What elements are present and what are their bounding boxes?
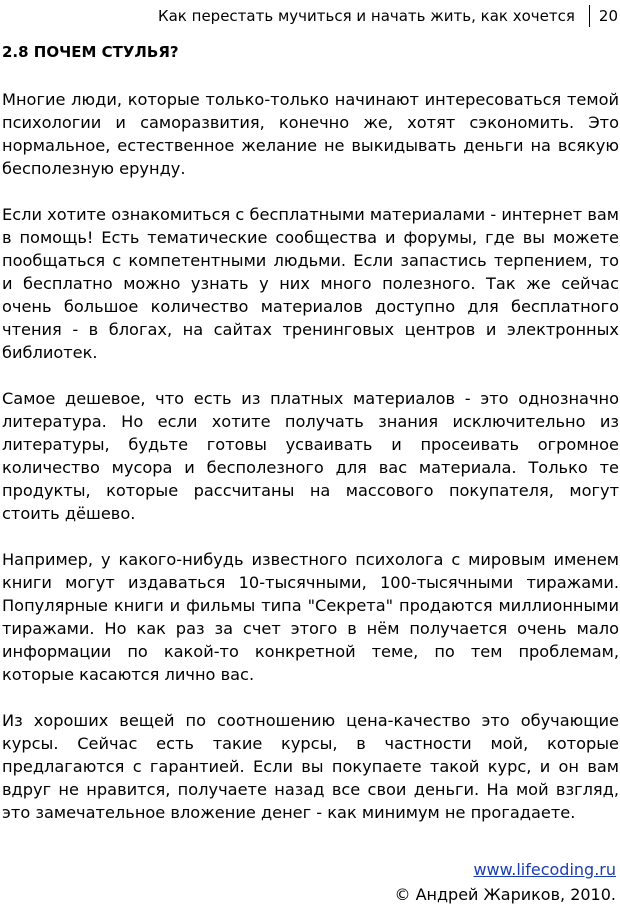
running-header [158, 4, 618, 28]
book-title: Как перестать мучиться и начать жить, как хочется [157, 7, 575, 25]
paragraph: Из хороших вещей по соотношению цена-качество это обучающие курсы. Сейчас есть такие курсы, в частности мой, которые предлагаются с гарантией. Если вы покупаете такой курс, и он вам вдруг не нравится, получаете назад все свои деньги. На мой взгляд, это замечательное вложение денег - как минимум не прогадаете. [2, 711, 619, 822]
footer [395, 857, 617, 907]
paragraph: Например, у какого-нибудь известного психолога с мировым именем книги могут издаваться 10-тысячными, 100-тысячными тиражами. Популярные книги и фильмы типа "Секрета" продаются миллионными тиражами. Но как раз за счет этого в нём получается очень мало информации по какой-то конкретной теме, по тем проблемам, которые касаются лично вас. [2, 550, 619, 684]
paragraph: Самое дешевое, что есть из платных материалов - это однозначно литература. Но если хотите получать знания исключительно из литературы, будьте готовы усваивать и просеивать огромное количество мусора и бесполезного для вас материала. Только те продукты, которые рассчитаны на массового покупателя, могут стоить дёшево. [2, 389, 619, 523]
paragraph: Если хотите ознакомиться с бесплатными материалами - интернет вам в помощь! Есть тематические сообщества и форумы, где вы можете пообщаться с компетентными людьми. Если запастись терпением, то и бесплатно можно узнать у них много полезного. Так же сейчас очень большое количество материалов доступно для бесплатного чтения - в блогах, на сайтах тренинговых центров и электронных библиотек. [2, 205, 619, 362]
copyright: © Андрей Жариков, 2010. [394, 885, 616, 904]
website-link[interactable]: www.lifecoding.ru [473, 860, 616, 879]
paragraph: Многие люди, которые только-только начинают интересоваться темой психологии и саморазвития, конечно же, хотят сэкономить. Это нормальное, естественное желание не выкидывать деньги на всякую бесполезную ерунду. [2, 90, 619, 178]
section-title: 2.8 ПОЧЕМ СТУЛЬЯ? [2, 43, 179, 61]
header-divider [589, 5, 590, 27]
body-text [2, 88, 619, 847]
page-number: 20 [598, 7, 618, 25]
